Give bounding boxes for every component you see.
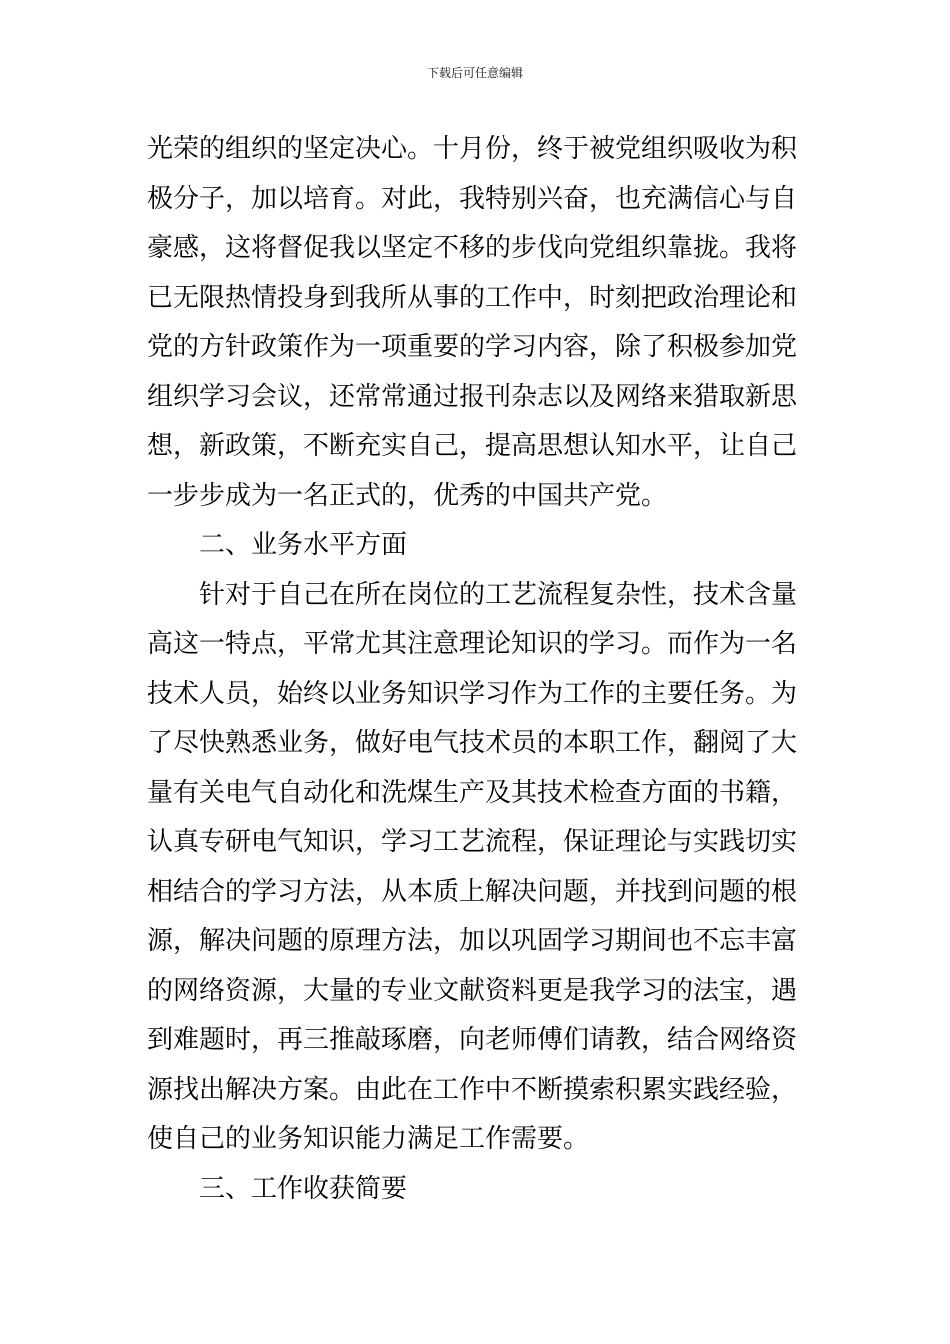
text-line: 一步步成为一名正式的，优秀的中国共产党。 [147,480,668,511]
text-line: 技术人员，始终以业务知识学习作为工作的主要任务。为 [147,678,798,709]
text-line: 的网络资源，大量的专业文献资料更是我学习的法宝，遇 [147,975,798,1006]
text-line: 党的方针政策作为一项重要的学习内容，除了积极参加党 [147,332,798,362]
text-line: 组织学习会议，还常常通过报刊杂志以及网络来猎取新思 [147,381,798,412]
text-line: 使自己的业务知识能力满足工作需要。 [147,1124,590,1154]
text-line: 了尽快熟悉业务，做好电气技术员的本职工作，翻阅了大 [147,728,798,758]
text-line: 量有关电气自动化和洗煤生产及其技术检查方面的书籍， [147,777,798,808]
text-line: 想，新政策，不断充实自己，提高思想认知水平，让自己 [147,431,798,461]
text-line: 源，解决问题的原理方法，加以巩固学习期间也不忘丰富 [147,926,798,956]
text-line: 相结合的学习方法，从本质上解决问题，并找到问题的根 [147,876,798,907]
paragraph-first-line: 针对于自己在所在岗位的工艺流程复杂性，技术含量 [199,579,798,610]
section-heading: 二、业务水平方面 [199,530,408,560]
text-line: 已无限热情投身到我所从事的工作中，时刻把政治理论和 [147,282,798,313]
text-line: 源找出解决方案。由此在工作中不断摸索积累实践经验， [147,1074,798,1105]
text-line: 光荣的组织的坚定决心。十月份，终于被党组织吸收为积 [147,134,798,164]
text-line: 高这一特点，平常尤其注意理论知识的学习。而作为一名 [147,629,798,659]
text-line: 到难题时，再三推敲琢磨，向老师傅们请教，结合网络资 [147,1025,798,1055]
section-heading: 三、工作收获简要 [199,1173,408,1204]
page-header-note: 下载后可任意编辑 [426,66,523,80]
text-line: 认真专研电气知识，学习工艺流程，保证理论与实践切实 [147,827,798,857]
text-line: 极分子，加以培育。对此，我特别兴奋，也充满信心与自 [147,183,798,214]
document-body [147,125,812,1214]
text-line: 豪感，这将督促我以坚定不移的步伐向党组织靠拢。我将 [147,233,798,263]
